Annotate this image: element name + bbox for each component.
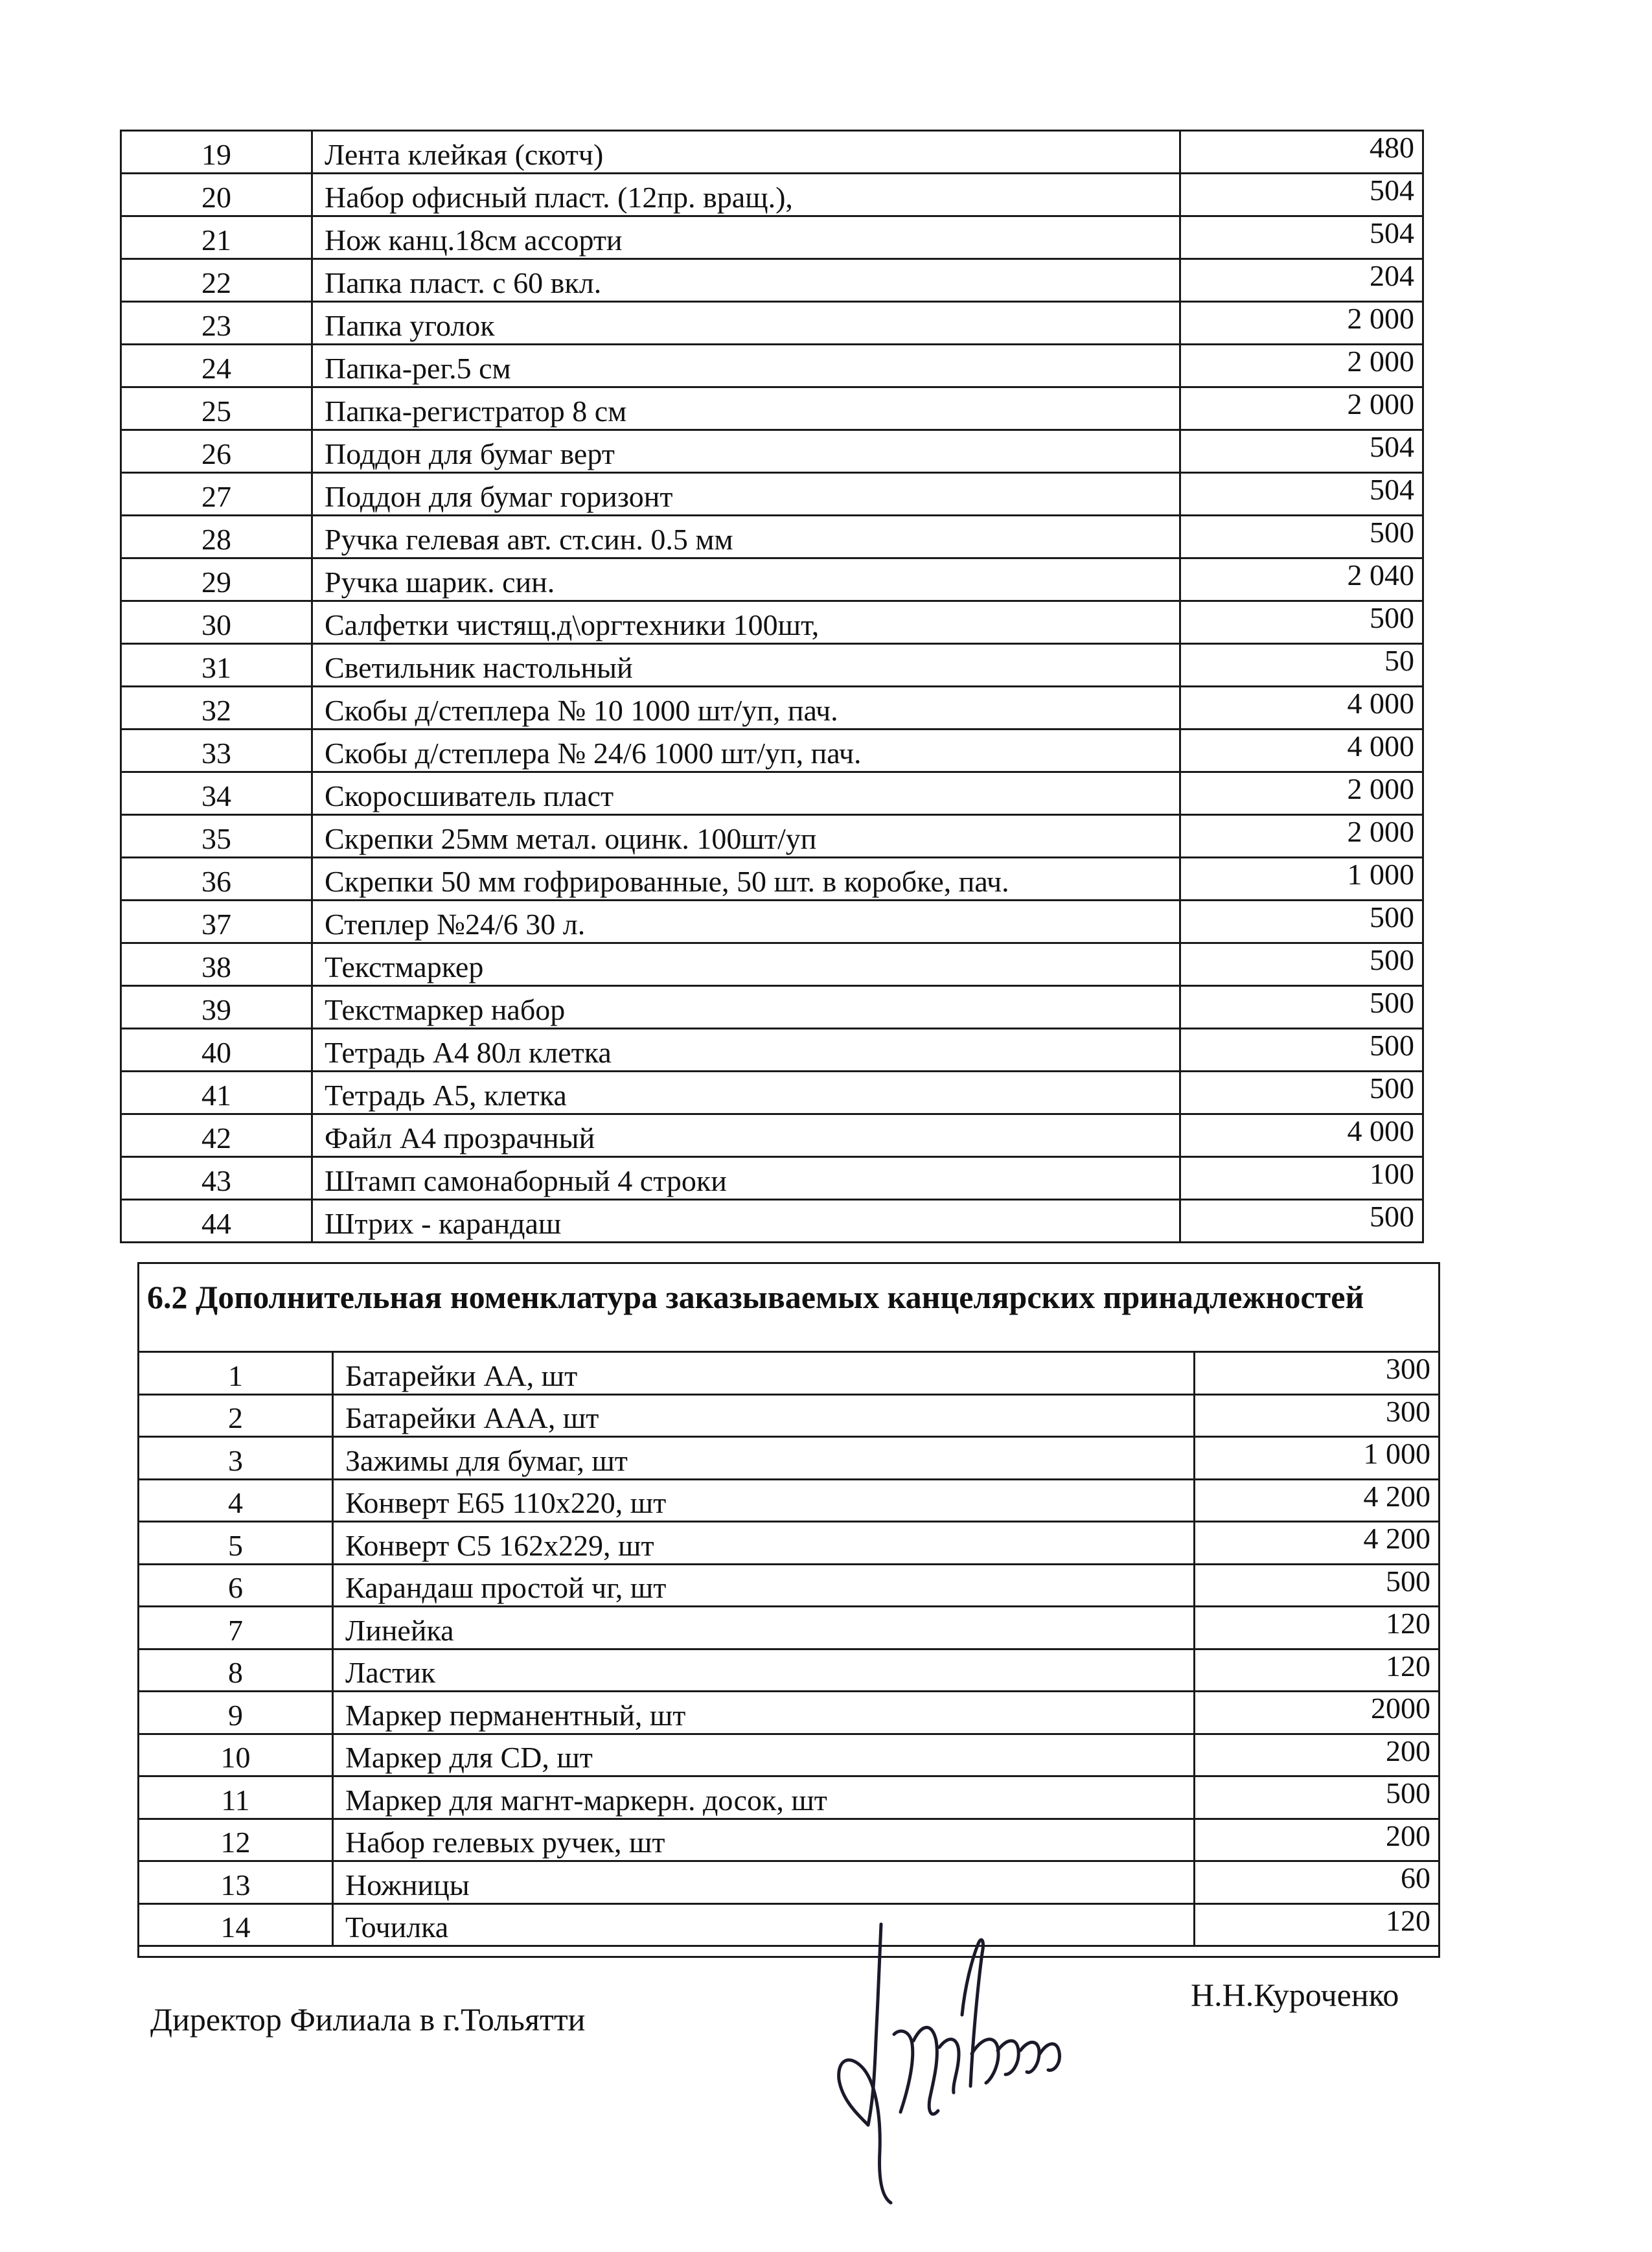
item-quantity: 504 — [1180, 216, 1423, 259]
item-quantity: 2 000 — [1180, 345, 1423, 387]
table-row — [121, 772, 1423, 815]
item-name: Ножницы — [333, 1861, 1195, 1904]
row-number: 22 — [121, 259, 312, 302]
item-quantity: 4 200 — [1195, 1522, 1440, 1565]
item-name: Ручка гелевая авт. ст.син. 0.5 мм — [312, 516, 1180, 558]
additional-supplies-table-body — [139, 1352, 1440, 1946]
item-quantity: 300 — [1195, 1352, 1440, 1395]
row-number: 40 — [121, 1029, 312, 1072]
item-quantity: 50 — [1180, 644, 1423, 687]
table-row — [121, 473, 1423, 516]
table-row — [121, 644, 1423, 687]
item-name: Скоросшиватель пласт — [312, 772, 1180, 815]
item-name: Ручка шарик. син. — [312, 558, 1180, 601]
item-quantity: 504 — [1180, 174, 1423, 216]
table-row — [121, 216, 1423, 259]
signatory-name: Н.Н.Куроченко — [1191, 1977, 1399, 2013]
row-number: 41 — [121, 1072, 312, 1114]
item-name: Ластик — [333, 1649, 1195, 1692]
table-row — [139, 1819, 1440, 1861]
item-quantity: 2 000 — [1180, 302, 1423, 345]
item-name: Тетрадь А4 80л клетка — [312, 1029, 1180, 1072]
row-number: 21 — [121, 216, 312, 259]
item-name: Конверт С5 162х229, шт — [333, 1522, 1195, 1565]
table-row — [139, 1522, 1440, 1565]
table-row — [121, 687, 1423, 730]
table-row — [121, 986, 1423, 1029]
row-number: 25 — [121, 387, 312, 430]
item-name: Папка пласт. с 60 вкл. — [312, 259, 1180, 302]
row-number: 11 — [139, 1776, 333, 1819]
item-quantity: 300 — [1195, 1394, 1440, 1437]
item-name: Поддон для бумаг верт — [312, 430, 1180, 473]
table-row — [121, 943, 1423, 986]
item-quantity: 2000 — [1195, 1692, 1440, 1734]
row-number: 43 — [121, 1157, 312, 1200]
item-quantity: 2 040 — [1180, 558, 1423, 601]
table-row — [121, 430, 1423, 473]
item-name: Батарейки АА, шт — [333, 1352, 1195, 1395]
table-row — [139, 1352, 1440, 1395]
table-row — [121, 259, 1423, 302]
item-quantity: 500 — [1180, 1029, 1423, 1072]
item-quantity: 120 — [1195, 1607, 1440, 1649]
row-number: 2 — [139, 1394, 333, 1437]
item-quantity: 4 000 — [1180, 687, 1423, 730]
table-row — [121, 558, 1423, 601]
signature-icon — [803, 1905, 1075, 2229]
row-number: 32 — [121, 687, 312, 730]
item-name: Зажимы для бумаг, шт — [333, 1437, 1195, 1480]
row-number: 31 — [121, 644, 312, 687]
item-quantity: 2 000 — [1180, 815, 1423, 858]
item-quantity: 500 — [1180, 943, 1423, 986]
item-quantity: 100 — [1180, 1157, 1423, 1200]
row-number: 24 — [121, 345, 312, 387]
item-name: Светильник настольный — [312, 644, 1180, 687]
table-row — [121, 858, 1423, 901]
item-quantity: 1 000 — [1195, 1437, 1440, 1480]
item-quantity: 204 — [1180, 259, 1423, 302]
table-row — [139, 1776, 1440, 1819]
table-row — [139, 1479, 1440, 1522]
row-number: 39 — [121, 986, 312, 1029]
row-number: 34 — [121, 772, 312, 815]
row-number: 38 — [121, 943, 312, 986]
item-name: Линейка — [333, 1607, 1195, 1649]
row-number: 33 — [121, 730, 312, 772]
item-name: Конверт Е65 110х220, шт — [333, 1479, 1195, 1522]
item-quantity: 200 — [1195, 1819, 1440, 1861]
item-name: Тетрадь А5, клетка — [312, 1072, 1180, 1114]
item-quantity: 200 — [1195, 1734, 1440, 1776]
item-quantity: 480 — [1180, 131, 1423, 174]
item-name: Набор офисный пласт. (12пр. вращ.), — [312, 174, 1180, 216]
table-row — [139, 1903, 1440, 1946]
section-heading: 6.2 Дополнительная номенклатура заказываемых канцелярских принадлежностей — [147, 1279, 1364, 1315]
row-number: 35 — [121, 815, 312, 858]
supplies-table — [120, 130, 1424, 1243]
item-name: Маркер для CD, шт — [333, 1734, 1195, 1776]
table-row — [139, 1692, 1440, 1734]
item-name: Набор гелевых ручек, шт — [333, 1819, 1195, 1861]
row-number: 42 — [121, 1114, 312, 1157]
item-quantity: 2 000 — [1180, 772, 1423, 815]
item-quantity: 2 000 — [1180, 387, 1423, 430]
row-number: 1 — [139, 1352, 333, 1395]
item-name: Батарейки ААА, шт — [333, 1394, 1195, 1437]
item-quantity: 500 — [1195, 1776, 1440, 1819]
item-quantity: 500 — [1180, 1200, 1423, 1243]
item-quantity: 500 — [1180, 1072, 1423, 1114]
item-name: Папка-рег.5 см — [312, 345, 1180, 387]
row-number: 19 — [121, 131, 312, 174]
table-row — [121, 1114, 1423, 1157]
row-number: 9 — [139, 1692, 333, 1734]
supplies-table-body — [121, 131, 1423, 1243]
row-number: 14 — [139, 1903, 333, 1946]
item-quantity: 4 200 — [1195, 1479, 1440, 1522]
table-row — [121, 516, 1423, 558]
table-row — [139, 1734, 1440, 1776]
table-row — [121, 302, 1423, 345]
item-name: Файл А4 прозрачный — [312, 1114, 1180, 1157]
row-number: 26 — [121, 430, 312, 473]
item-name: Карандаш простой чг, шт — [333, 1564, 1195, 1607]
item-quantity: 4 000 — [1180, 1114, 1423, 1157]
item-name: Штрих - карандаш — [312, 1200, 1180, 1243]
table-row — [121, 131, 1423, 174]
row-number: 7 — [139, 1607, 333, 1649]
item-quantity: 500 — [1180, 901, 1423, 943]
table-row — [121, 174, 1423, 216]
item-name: Маркер перманентный, шт — [333, 1692, 1195, 1734]
item-name: Текстмаркер набор — [312, 986, 1180, 1029]
item-quantity: 504 — [1180, 473, 1423, 516]
item-quantity: 500 — [1180, 986, 1423, 1029]
row-number: 10 — [139, 1734, 333, 1776]
row-number: 29 — [121, 558, 312, 601]
item-name: Степлер №24/6 30 л. — [312, 901, 1180, 943]
item-quantity: 500 — [1195, 1564, 1440, 1607]
table-row — [121, 1072, 1423, 1114]
table-row — [139, 1394, 1440, 1437]
item-name: Поддон для бумаг горизонт — [312, 473, 1180, 516]
table-row — [121, 387, 1423, 430]
item-name: Скрепки 25мм метал. оцинк. 100шт/уп — [312, 815, 1180, 858]
item-name: Лента клейкая (скотч) — [312, 131, 1180, 174]
item-name: Штамп самонаборный 4 строки — [312, 1157, 1180, 1200]
table-row — [139, 1649, 1440, 1692]
table-row — [121, 901, 1423, 943]
item-name: Нож канц.18см ассорти — [312, 216, 1180, 259]
item-quantity: 500 — [1180, 516, 1423, 558]
row-number: 20 — [121, 174, 312, 216]
table-row — [139, 1861, 1440, 1904]
item-name: Точилка — [333, 1903, 1195, 1946]
row-number: 44 — [121, 1200, 312, 1243]
table-row — [139, 1607, 1440, 1649]
row-number: 27 — [121, 473, 312, 516]
table-row — [121, 815, 1423, 858]
table-row — [121, 1029, 1423, 1072]
table-row — [121, 1157, 1423, 1200]
item-name: Скрепки 50 мм гофрированные, 50 шт. в коробке, пач. — [312, 858, 1180, 901]
table-row — [139, 1564, 1440, 1607]
row-number: 4 — [139, 1479, 333, 1522]
item-name: Маркер для магнт-маркерн. досок, шт — [333, 1776, 1195, 1819]
table-row — [121, 601, 1423, 644]
row-number: 12 — [139, 1819, 333, 1861]
additional-supplies-table — [137, 1351, 1440, 1947]
table-row — [139, 1437, 1440, 1480]
row-number: 37 — [121, 901, 312, 943]
item-name: Салфетки чистящ.д\оргтехники 100шт, — [312, 601, 1180, 644]
row-number: 5 — [139, 1522, 333, 1565]
item-quantity: 120 — [1195, 1649, 1440, 1692]
item-name: Папка-регистратор 8 см — [312, 387, 1180, 430]
row-number: 23 — [121, 302, 312, 345]
item-quantity: 4 000 — [1180, 730, 1423, 772]
item-quantity: 1 000 — [1180, 858, 1423, 901]
item-name: Скобы д/степлера № 10 1000 шт/уп, пач. — [312, 687, 1180, 730]
item-quantity: 504 — [1180, 430, 1423, 473]
row-number: 13 — [139, 1861, 333, 1904]
table-row — [121, 730, 1423, 772]
item-name: Скобы д/степлера № 24/6 1000 шт/уп, пач. — [312, 730, 1180, 772]
item-quantity: 500 — [1180, 601, 1423, 644]
item-quantity: 120 — [1195, 1903, 1440, 1946]
row-number: 8 — [139, 1649, 333, 1692]
item-quantity: 60 — [1195, 1861, 1440, 1904]
item-name: Текстмаркер — [312, 943, 1180, 986]
table-row — [121, 1200, 1423, 1243]
row-number: 30 — [121, 601, 312, 644]
row-number: 28 — [121, 516, 312, 558]
director-title: Директор Филиала в г.Тольятти — [150, 2001, 586, 2038]
row-number: 36 — [121, 858, 312, 901]
row-number: 6 — [139, 1564, 333, 1607]
table-row — [121, 345, 1423, 387]
item-name: Папка уголок — [312, 302, 1180, 345]
row-number: 3 — [139, 1437, 333, 1480]
